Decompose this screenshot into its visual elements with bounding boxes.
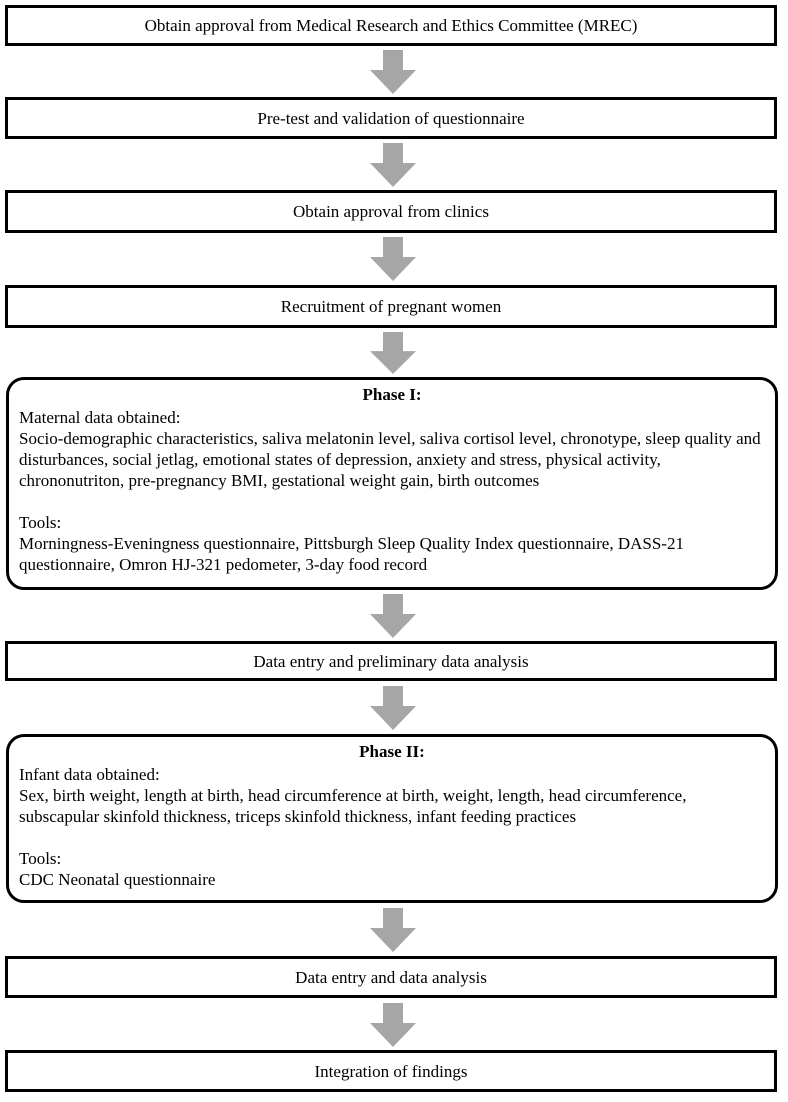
step-label: Recruitment of pregnant women (280, 297, 502, 316)
step-label: Pre-test and validation of questionnaire (257, 108, 525, 128)
down-arrow-icon (370, 908, 416, 952)
phase-two-tools-text: CDC Neonatal questionnaire (19, 870, 216, 889)
phase-one-tools-heading: Tools: (19, 513, 62, 532)
step-label: Obtain approval from clinics (293, 202, 489, 221)
down-arrow-icon (370, 1003, 416, 1047)
phase-one-title: Phase I: (362, 385, 422, 404)
infant-data-text: Sex, birth weight, length at birth, head circumference at birth, weight, length, head circumference, subscapular skinfold thickness, triceps skinfold thickness, infant feeding practices (19, 786, 687, 826)
step-integration-of-findings (5, 1050, 777, 1092)
down-arrow-icon (370, 332, 416, 374)
down-arrow-icon (370, 237, 416, 281)
down-arrow-icon (370, 50, 416, 94)
step-obtain-mrec-approval (5, 5, 777, 46)
maternal-data-text: Socio-demographic characteristics, saliva melatonin level, saliva cortisol level, chronotype, sleep quality and disturbances, social jetlag, emotional states of depression, anxiety and stress, physical activity, chrononutriton, pre-pregnancy BMI, gestational weight gain, birth outcomes (19, 429, 761, 490)
phase-two-title: Phase II: (359, 742, 425, 761)
down-arrow-icon (370, 143, 416, 187)
step-label: Obtain approval from Medical Research and Ethics Committee (MREC) (144, 16, 638, 35)
step-recruitment (5, 285, 777, 328)
maternal-data-heading: Maternal data obtained: (19, 408, 181, 427)
phase-one-tools-text: Morningness-Eveningness questionnaire, Pittsburgh Sleep Quality Index questionnaire, DASS-21 questionnaire, Omron HJ-321 pedometer, 3-day food record (19, 534, 684, 574)
step-data-entry-analysis (5, 956, 777, 998)
down-arrow-icon (370, 686, 416, 730)
step-data-entry-preliminary (5, 641, 777, 681)
down-arrow-icon (370, 594, 416, 638)
step-label: Integration of findings (314, 1061, 468, 1081)
infant-data-heading: Infant data obtained: (19, 765, 160, 784)
phase-two-box (6, 734, 778, 903)
step-pretest-questionnaire (5, 97, 777, 139)
phase-two-tools-heading: Tools: (19, 849, 62, 868)
step-obtain-clinic-approval (5, 190, 777, 233)
step-label: Data entry and preliminary data analysis (253, 651, 529, 671)
phase-one-box (6, 377, 778, 590)
step-label: Data entry and data analysis (295, 967, 487, 987)
